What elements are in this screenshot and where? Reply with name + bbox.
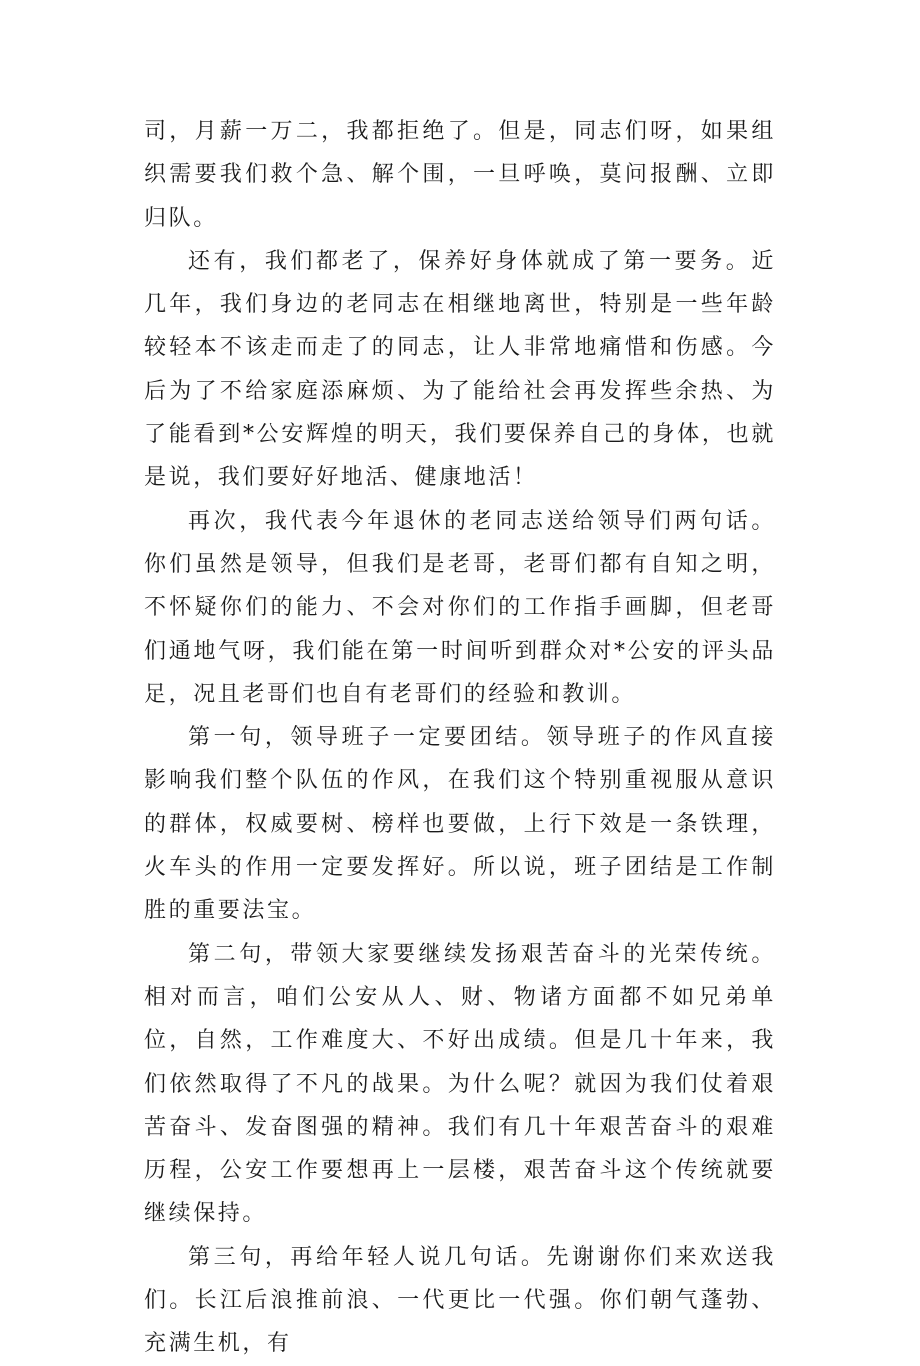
paragraph-message-to-leaders: 再次，我代表今年退休的老同志送给领导们两句话。你们虽然是领导，但我们是老哥，老哥们都有自知之明，不怀疑你们的能力、不会对你们的工作指手画脚，但老哥们通地气呀，我们能在第一时间听到群众对*公安的评头品足，况且老哥们也自有老哥们的经验和教训。 <box>144 508 776 707</box>
paragraph-third-point: 第三句，再给年轻人说几句话。先谢谢你们来欢送我们。长江后浪推前浪、一代更比一代强。你们朝气蓬勃、充满生机，有 <box>144 1244 776 1357</box>
paragraph-second-point: 第二句，带领大家要继续发扬艰苦奋斗的光荣传统。相对而言，咱们公安从人、财、物诸方面都不如兄弟单位，自然，工作难度大、不好出成绩。但是几十年来，我们依然取得了不凡的战果。为什么呢？就因为我们仗着艰苦奋斗、发奋图强的精神。我们有几十年艰苦奋斗的艰难历程，公安工作要想再上一层楼，艰苦奋斗这个传统就要继续保持。 <box>144 941 776 1227</box>
paragraph-continued: 司，月薪一万二，我都拒绝了。但是，同志们呀，如果组织需要我们救个急、解个围，一旦呼唤，莫问报酬、立即归队。 <box>144 119 776 231</box>
paragraph-health: 还有，我们都老了，保养好身体就成了第一要务。近几年，我们身边的老同志在相继地离世，特别是一些年龄较轻本不该走而走了的同志，让人非常地痛惜和伤感。今后为了不给家庭添麻烦、为了能给社会再发挥些余热、为了能看到*公安辉煌的明天，我们要保养自己的身体，也就是说，我们要好好地活、健康地活！ <box>144 248 776 491</box>
document-body <box>144 110 776 1366</box>
paragraph-first-point: 第一句，领导班子一定要团结。领导班子的作风直接影响我们整个队伍的作风，在我们这个特别重视服从意识的群体，权威要树、榜样也要做，上行下效是一条铁理，火车头的作用一定要发挥好。所以说，班子团结是工作制胜的重要法宝。 <box>144 725 776 924</box>
